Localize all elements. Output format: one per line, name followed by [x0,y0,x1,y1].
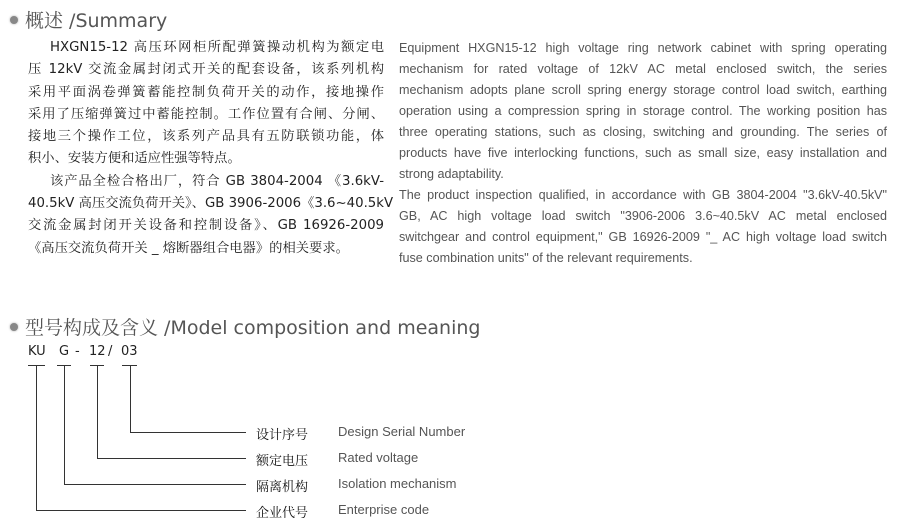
text-line: Equipment HXGN15-12 high voltage ring network cabinet with spring operating [399,41,887,55]
code-part: G [59,344,70,359]
code-part: - [75,344,80,359]
summary-heading [10,6,167,33]
item-label-en: Rated voltage [338,450,419,465]
text-line: operation using a compression spring in storage control. The working position has [399,104,887,118]
text-line: 《高压交流负荷开关 _ 熔断器组合电器》的相关要求。 [28,240,349,256]
item-label-en: Design Serial Number [338,424,466,439]
text-line: 积小、安装方便和适应性强等特点。 [28,151,241,167]
text-line: HXGN15-12 高压环网柜所配弹簧操动机构为额定电 [50,40,384,55]
text-line: mechanism for rated voltage of 12kV AC metal enclosed switch, the series [399,62,887,76]
code-part: 12 [89,344,106,359]
summary-chinese [28,37,394,260]
item-label-zh: 隔离机构 [256,480,309,495]
text-line: 采用平面涡卷弹簧蓄能控制负荷开关的动作，接地操作 [28,84,384,100]
text-line: mechanism adopts plane scroll spring energy storage control load switch, earthing [399,83,887,97]
text-line: 该产品全检合格出厂，符合 GB 3804-2004 《3.6kV- [50,173,384,189]
text-line: strong adaptability. [399,167,504,181]
code-part: KU [28,344,46,359]
item-label-en: Enterprise code [338,502,430,517]
model-heading [10,313,480,340]
summary-title: 概述 /Summary [25,10,168,32]
model-title: 型号构成及含义 /Model composition and meaning [25,317,481,339]
item-label-zh: 企业代号 [256,506,309,521]
item-label-zh: 额定电压 [256,454,309,469]
code-part: 03 [121,344,138,359]
code-part: / [108,344,113,359]
text-line: switchgear and control equipment," GB 16926-2009 "_ AC high voltage load switch [399,230,887,244]
text-line: 40.5kV 高压交流负荷开关》、GB 3906-2006《3.6~40.5kV [28,196,394,212]
text-line: 交流金属封闭开关设备和控制设备》、GB 16926-2009 [28,218,384,234]
bullet-icon [10,323,18,331]
item-label-en: Isolation mechanism [338,476,457,491]
text-line: 压 12kV 交流金属封闭式开关的配套设备，该系列机构 [28,62,384,78]
summary-english [399,38,887,269]
bullet-icon [10,16,18,24]
text-line: 采用了压缩弹簧过中蓄能控制。工作位置有合闸、分闸、 [28,106,384,122]
text-line: The product inspection qualified, in accordance with GB 3804-2004 "3.6kV-40.5kV" [399,188,887,202]
item-label-zh: 设计序号 [256,428,309,443]
text-line: three operating stations, such as closing, switching and grounding. The series of [399,125,887,139]
text-line: 接地三个操作工位，该系列产品具有五防联锁功能，体 [28,129,384,145]
text-line: GB, AC high voltage load switch "3906-2006 3.6~40.5kV AC metal enclosed [399,209,887,223]
text-line: fuse combination units" of the relevant requirements. [399,251,693,265]
text-line: products have five interlocking functions, such as small size, easy installation and [399,146,887,160]
